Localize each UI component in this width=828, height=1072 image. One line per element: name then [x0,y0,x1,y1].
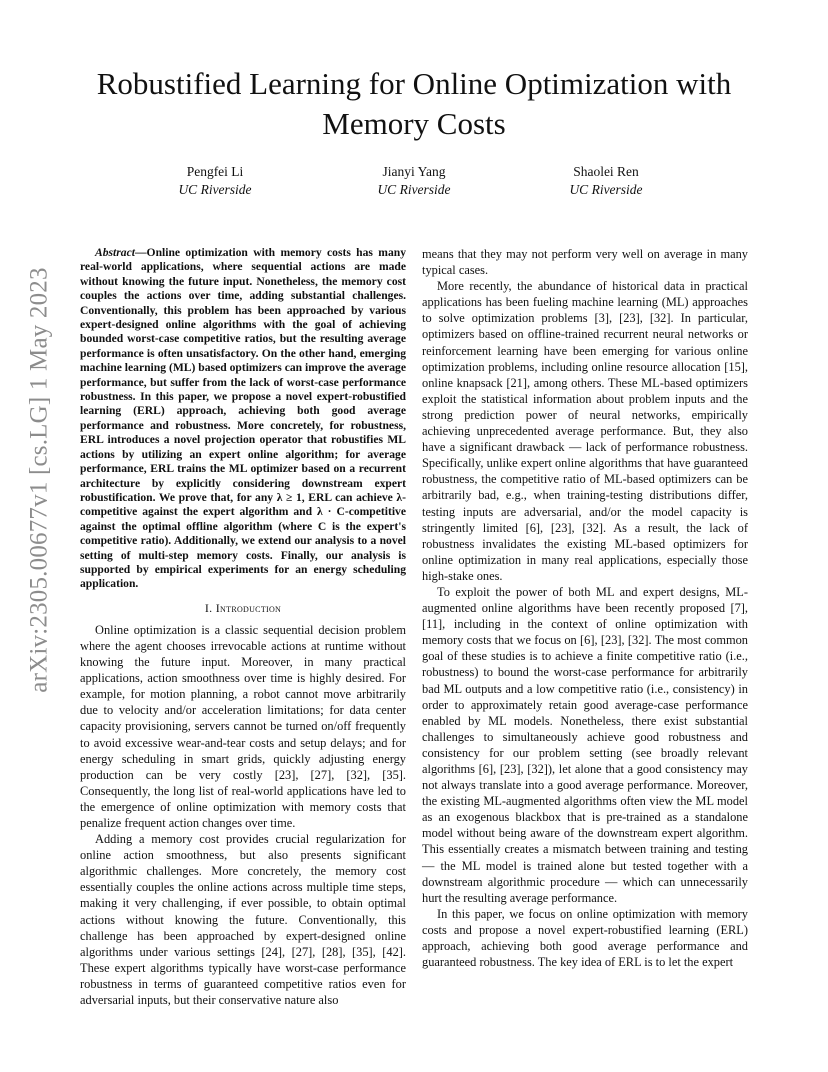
paragraph: Online optimization is a classic sequential decision problem where the agent chooses irrevocable actions at runtime without knowing the future input. Moreover, in many practical applications, action smoothness over time is highly desired. For example, for motion planning, a robot cannot move arbitrarily due to velocity and/or acceleration limitations; for data center capacity provisioning, servers cannot be turned on/off frequently to avoid excessive wear-and-tear costs and setup delays; and for energy scheduling in smart grids, quickly adjusting energy production can be very costly [23], [27], [32], [35]. Consequently, the long list of real-world applications have led to the emergence of online optimization with memory costs that penalize frequent action changes over time. [80,622,406,830]
abstract [80,246,406,592]
author-affiliation: UC Riverside [178,182,252,197]
author-affiliation: UC Riverside [569,182,643,197]
author-name: Shaolei Ren [573,164,639,179]
paper-title: Robustified Learning for Online Optimization with Memory Costs [96,66,732,141]
arxiv-stamp [20,267,60,693]
author-name: Pengfei Li [186,164,244,179]
author-1 [125,163,305,199]
author-name: Jianyi Yang [382,164,446,179]
right-column [422,246,748,970]
author-affiliation: UC Riverside [377,182,451,197]
paragraph: More recently, the abundance of historical data in practical applications has been fueling machine learning (ML) approaches to solve optimization problems [3], [23], [32]. In particular, optimizers based on offline-trained recurrent neural networks or reinforcement learning have been emerging for various online optimization problems, including online resource allocation [15], online knapsack [21], among others. These ML-based optimizers exploit the statistical information about problem inputs and the strong prediction power of neural networks, empirically achieving unprecedented average performance. But, they also have a significant drawback — lack of performance robustness. Specifically, unlike expert online algorithms that have guaranteed robustness, the competitive ratio of ML-based optimizers can be arbitrarily bad, e.g., when training-testing distributions differ, testing inputs are adversarial, and/or the model capacity is stringently limited [6], [23], [32]. As a result, the lack of robustness invalidates the existing ML-based optimizers for online optimization in many real applications, especially those high-stake ones. [422,279,748,583]
author-2 [324,163,504,199]
paragraph: In this paper, we focus on online optimization with memory costs and propose a novel expert-robustified learning (ERL) approach, achieving both good average performance and guaranteed robustness. The key idea of ERL is to let the expert [422,906,748,970]
paragraph: To exploit the power of both ML and expert designs, ML-augmented online algorithms have been recently proposed [7], [11], including in the context of online optimization with memory costs that we focus on [6], [23], [32]. The most common goal of these studies is to achieve a finite competitive ratio (i.e., robustness) to bound the worst-case performance for arbitrarily bad ML outputs and a low competitive ratio (i.e., consistency) in order to approximately retain good average-case performance enabled by ML models. Nonetheless, there exist substantial challenges to simultaneously achieve good robustness and consistency for our problem setting (see broadly relevant algorithms [6], [23], [32]), let alone that a good consistency may not always translate into a good average performance. Moreover, the existing ML-augmented algorithms often view the ML model as an exogenous blackbox that is pre-trained as a standalone model without being aware of the downstream expert algorithm. This essentially creates a mismatch between training and testing — the ML model is trained alone but tested together with a downstream algorithmic procedure — which can unnecessarily hurt the resulting average performance. [422,584,748,905]
section-heading: I. Introduction [204,600,282,615]
paragraph: Adding a memory cost provides crucial regularization for online action smoothness, but also presents significant algorithmic challenges. More concretely, the memory cost essentially couples the online actions across multiple time steps, making it very challenging, if ever possible, to obtain optimal actions without knowing the future. Conventionally, this challenge has been approached by expert-designed online algorithms under various settings [24], [27], [28], [35], [42]. These expert algorithms typically have worst-case performance robustness in terms of guaranteed competitive ratios even for adversarial inputs, but their conservative nature also [80,832,406,1007]
arxiv-identifier: arXiv:2305.00677v1 [cs.LG] 1 May 2023 [26,267,53,693]
left-column [80,246,406,1008]
abstract-text: —Online optimization with memory costs has many real-world applications, where sequential actions are made without knowing the future input. Nonetheless, the memory cost couples the actions over time, adding substantial challenges. Conventionally, this problem has been approached by various expert-designed online algorithms with the goal of achieving bounded worst-case competitive ratios, but the resulting average performance is often unsatisfactory. On the other hand, emerging machine learning (ML) based optimizers can improve the average performance, but suffer from the lack of worst-case performance robustness. In this paper, we propose a novel expert-robustified learning (ERL) approach, achieving both good average performance and robustness. More concretely, for robustness, ERL introduces a novel projection operator that robustifies ML actions by utilizing an expert online algorithm; for average performance, ERL trains the ML optimizer based on a recurrent architecture by explicitly considering downstream expert robustification. We prove that, for any λ ≥ 1, ERL can achieve λ-competitive against the expert algorithm and λ · C-competitive against the optimal offline algorithm (where C is the expert's competitive ratio). Additionally, we extend our analysis to a novel setting of multi-step memory costs. Finally, our analysis is supported by empirical experiments for an energy scheduling application. [80,246,406,591]
paragraph: means that they may not perform very well on average in many typical cases. [422,247,748,278]
abstract-label: Abstract [95,246,135,259]
author-3 [516,163,696,199]
